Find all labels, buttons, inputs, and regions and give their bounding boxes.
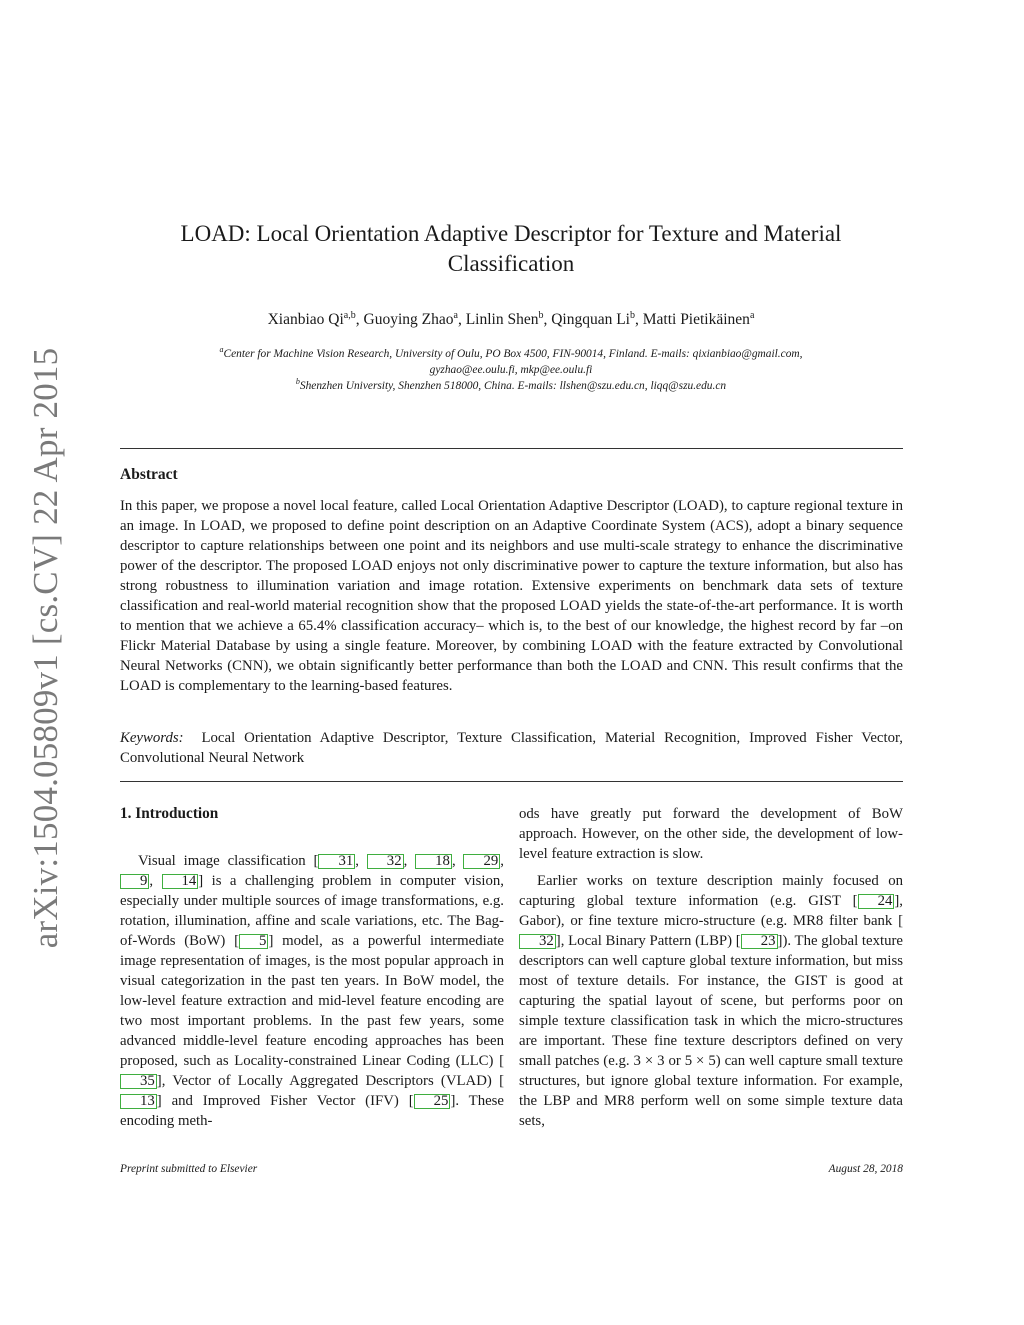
keywords [120, 728, 903, 768]
citation-link[interactable]: 32 [519, 934, 556, 949]
author: Linlin Shen$^b$, [465, 310, 552, 329]
affiliation-b: $^b$Shenzhen University, Shenzhen 518000, China. E-mails: llshen@szu.edu.cn, liqq@szu.edu.cn [295, 377, 727, 392]
citation-link[interactable]: 31 [318, 854, 355, 869]
citation-link[interactable]: 13 [120, 1094, 157, 1109]
citation-link[interactable]: 18 [415, 854, 452, 869]
citation-link[interactable]: 23 [741, 934, 778, 949]
intro-paragraph-cont: ods have greatly put forward the development of BoW approach. However, on the other side, the development of low-level feature extraction is slow. [519, 806, 903, 862]
citation-link[interactable]: 32 [367, 854, 404, 869]
title-line-2: Classification [447, 251, 575, 276]
citation-link[interactable]: 14 [162, 874, 199, 889]
right-column [519, 804, 903, 1131]
citation-link[interactable]: 9 [120, 874, 149, 889]
footer-preprint: Preprint submitted to Elsevier [120, 1163, 258, 1175]
intro-paragraph-2: Earlier works on texture description mainly focused on capturing global texture information (e.g. GIST [ 24 ], Gabor), or fine texture micro-structure (e.g. MR8 filter bank [32 ], Local Binary Pattern (LBP) [ 23 ]). The global texture descriptors can well capture global texture information, but miss most of texture details. For instance, the GIST is good at capturing the spatial layout of scene, but performs poor on simple texture classification task in which the micro-structures are important. These fine texture descriptors defined on very small patches (e.g. 3 × 3 or 5 × 5) can well capture small texture structures, but ignore global texture information. For example, the LBP and MR8 perform well on some simple texture data sets, [519, 873, 903, 1129]
intro-paragraph-1: Visual image classification [ 31 , 32 , 18 , 29 , 9 , 14 ] is a challenging problem in computer vision, especially under multiple sources of image transformations, e.g. rotation, illumination, affine and scale variations, etc. The Bag-of-Words (BoW) [ 5 ] model, as a powerful intermediate image representation of images, is the most popular approach in visual categorization in the past ten years. In BoW model, the low-level feature extraction and mid-level feature encoding are two most important problems. In the past few years, some advanced middle-level feature encoding approaches has been proposed, such as Locality-constrained Linear Coding (LLC) [35 ], Vector of Locally Aggregated Descriptors (VLAD) [13 ] and Improved Fisher Vector (IFV) [ 25 ]. These encoding meth- [120, 853, 505, 1129]
abstract-text: In this paper, we propose a novel local feature, called Local Orientation Adaptive Descriptor (LOAD), to capture regional texture in an image. In LOAD, we proposed to define point description on an Adaptive Coordinate System (ACS), adopt a binary sequence descriptor to capture relationships between one point and its neighbors and use multi-scale strategy to enhance the discriminative power of the descriptor. The proposed LOAD enjoys not only discriminative power to capture the texture information, but also has strong robustness to illumination variation and image rotation. Extensive experiments on benchmark data sets of texture classification and real-world material recognition show that the proposed LOAD yields the state-of-the-art performance. It is worth to mention that we achieve a 65.4% classification accuracy– which is, to the best of our knowledge, the highest record by far –on Flickr Material Database by using a single feature. Moreover, by combining LOAD with the feature extracted by Convolutional Neural Networks (CNN), we obtain significantly better performance than both the LOAD and CNN. This result confirms that the LOAD is complementary to the learning-based features. [120, 498, 903, 694]
keywords-label: Keywords: [120, 730, 184, 746]
section-heading: 1. Introduction [120, 805, 219, 822]
arxiv-identifier[interactable]: arXiv:1504.05809v1 [cs.CV] 22 Apr 2015 [26, 347, 65, 949]
citation-link[interactable]: 35 [120, 1074, 157, 1089]
footer-date: August 28, 2018 [828, 1163, 903, 1175]
affiliation-a: $^a$Center for Machine Vision Research, University of Oulu, PO Box 4500, FIN-90014, Finland. E-mails: qixianbiao@gmail.com, gyzhao@ee.oulu.fi, mkp@ee.oulu.fi [219, 345, 803, 376]
divider-top [120, 448, 903, 449]
citation-link[interactable]: 25 [414, 1094, 451, 1109]
author: Xianbiao Qi$^{a,b}$, [267, 310, 364, 329]
author-list [120, 306, 902, 330]
author: Qingquan Li$^b$, [551, 310, 643, 329]
abstract-heading: Abstract [120, 466, 178, 483]
author: Matti Pietikäinen$^a$ [642, 310, 755, 329]
divider-bottom [120, 781, 903, 782]
keywords-text: Local Orientation Adaptive Descriptor, Texture Classification, Material Recognition, Improved Fisher Vector, Convolutional Neural Network [120, 730, 903, 766]
left-column [120, 804, 504, 1131]
citation-link[interactable]: 29 [463, 854, 500, 869]
paper-title [120, 219, 902, 279]
author: Guoying Zhao$^a$, [363, 310, 466, 329]
title-line-1: LOAD: Local Orientation Adaptive Descriptor for Texture and Material [180, 221, 842, 246]
citation-link[interactable]: 5 [239, 934, 268, 949]
citation-link[interactable]: 24 [858, 894, 895, 909]
